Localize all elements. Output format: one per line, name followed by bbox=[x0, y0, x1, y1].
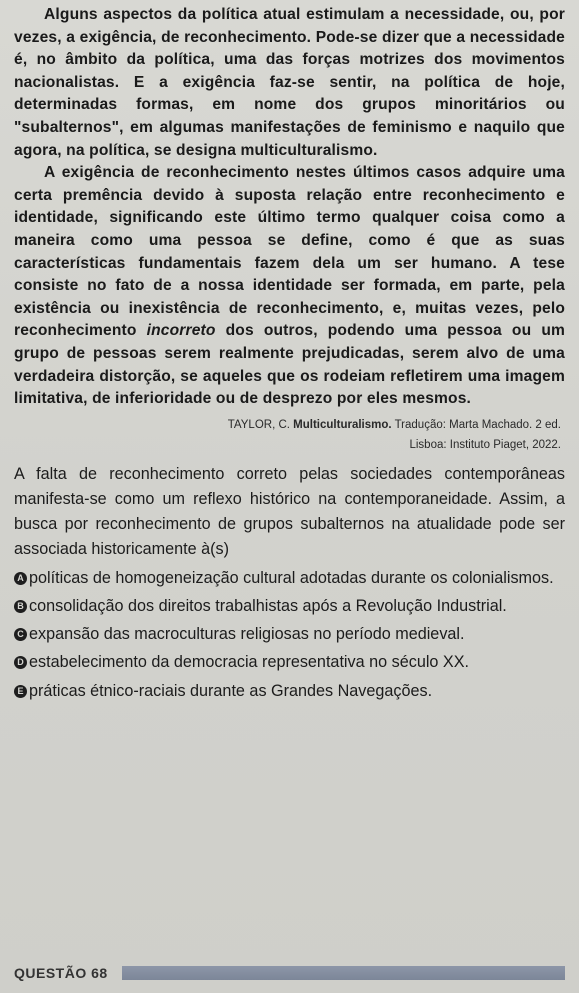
option-e-badge: E bbox=[14, 685, 27, 698]
passage-paragraph-2-start: A exigência de reconhecimento nestes últimos casos adquire uma certa premência devido à suposta relação entre reconhecimento e identidade, significando este último termo qualquer coisa como a maneira como uma pessoa se define, como é que as suas características fundamentais fazem dela um ser humano. A tese consiste no fato de a nossa identidade ser formada, em parte, pela existência ou inexistência de reconhecimento, e, muitas vezes, pelo reconhecimento bbox=[14, 164, 565, 340]
option-d[interactable] bbox=[14, 651, 565, 675]
question-stem: A falta de reconhecimento correto pelas sociedades contemporâneas manifesta-se como um reflexo histórico na contemporaneidade. Assim, a busca por reconhecimento de grupos subalternos na atualidade pode ser associada historicamente à(s) bbox=[14, 464, 565, 559]
header-bar bbox=[122, 966, 565, 980]
option-e[interactable] bbox=[14, 680, 565, 704]
option-a[interactable] bbox=[14, 567, 565, 591]
passage-emphasis: incorreto bbox=[146, 322, 216, 340]
passage-paragraph-2 bbox=[14, 162, 565, 411]
passage-paragraph-2-end: dos outros, podendo uma pessoa ou um grupo de pessoas serem realmente prejudicadas, serem alvo de uma verdadeira distorção, se aqueles que os rodeiam refletirem uma imagem limitativa, de inferioridade ou de desprezo por eles mesmos. bbox=[14, 322, 566, 408]
citation-line-1 bbox=[14, 415, 561, 435]
option-b-text: consolidação dos direitos trabalhistas após a Revolução Industrial. bbox=[29, 596, 507, 615]
citation-title: Multiculturalismo. bbox=[293, 418, 392, 431]
answer-options bbox=[14, 567, 565, 704]
option-c[interactable] bbox=[14, 623, 565, 647]
next-question-header bbox=[14, 965, 565, 981]
citation-author: TAYLOR, C. bbox=[227, 418, 290, 431]
option-d-text: estabelecimento da democracia representativa no século XX. bbox=[29, 653, 470, 672]
citation-translation: Tradução: Marta Machado. 2 ed. bbox=[394, 418, 561, 431]
option-c-badge: C bbox=[14, 628, 27, 641]
question-number-label: QUESTÃO 68 bbox=[14, 965, 108, 981]
option-e-text: práticas étnico-raciais durante as Grandes Navegações. bbox=[29, 681, 433, 700]
citation bbox=[14, 415, 565, 455]
option-c-text: expansão das macroculturas religiosas no período medieval. bbox=[29, 625, 465, 644]
citation-line-2: Lisboa: Instituto Piaget, 2022. bbox=[409, 438, 561, 451]
option-b-badge: B bbox=[14, 600, 27, 613]
option-d-badge: D bbox=[14, 656, 27, 669]
passage-paragraph-1: Alguns aspectos da política atual estimulam a necessidade, ou, por vezes, a exigência, de reconhecimento. Pode-se dizer que a necessidade é, no âmbito da política, uma das forças motrizes dos movimentos nacionalistas. E a exigência faz-se sentir, na política de hoje, determinadas formas, em nome dos grupos minoritários ou "subalternos", em algumas manifestações de feminismo e naquilo que agora, na política, se designa multiculturalismo. bbox=[14, 6, 565, 159]
option-a-text: políticas de homogeneização cultural adotadas durante os colonialismos. bbox=[29, 568, 554, 587]
option-b[interactable] bbox=[14, 595, 565, 619]
passage bbox=[14, 4, 565, 411]
option-a-badge: A bbox=[14, 572, 27, 585]
